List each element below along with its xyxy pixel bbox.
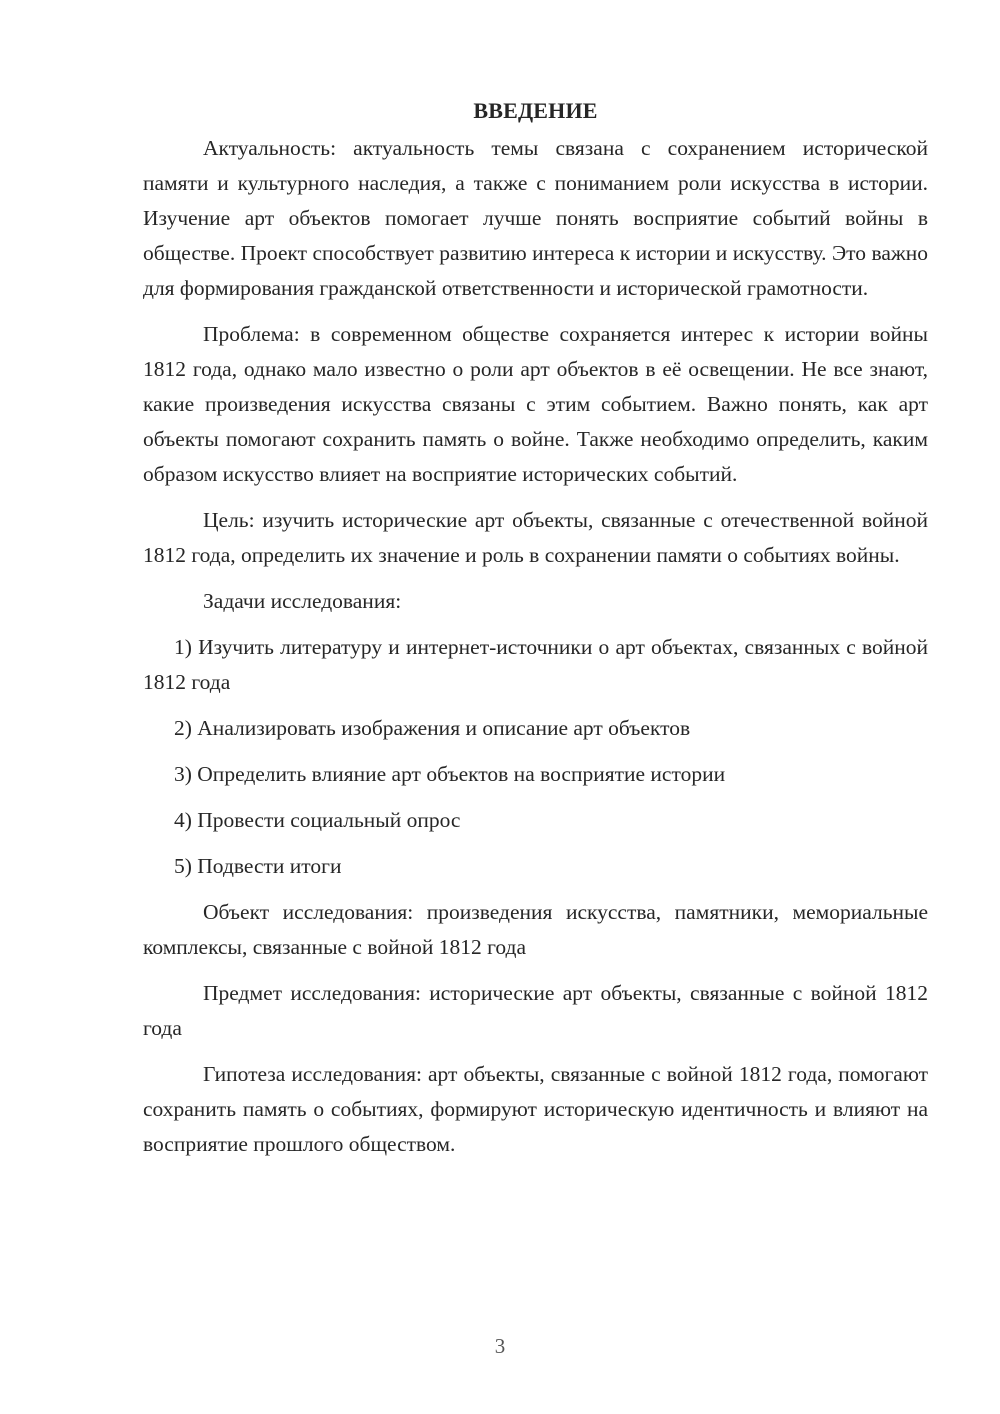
problem-paragraph: Проблема: в современном обществе сохраняется интерес к истории войны 1812 года, однако мало известно о роли арт объектов в её освещении. Не все знают, какие произведения искусства связаны с этим событием. Важно понять, как арт объекты помогают сохранить память о войне. Также необходимо определить, каким образом искусство влияет на восприятие исторических событий.: [143, 322, 928, 486]
document-page: [143, 95, 928, 1162]
hypothesis-paragraph: Гипотеза исследования: арт объекты, связанные с войной 1812 года, помогают сохранить память о событиях, формируют историческую идентичность и влияют на восприятие прошлого обществом.: [143, 1062, 928, 1156]
relevance-paragraph: Актуальность: актуальность темы связана с сохранением исторической памяти и культурного наследия, а также с пониманием роли искусства в истории. Изучение арт объектов помогает лучше понять восприятие событий войны в обществе. Проект способствует развитию интереса к истории и искусству. Это важно для формирования гражданской ответственности и исторической грамотности.: [143, 136, 928, 300]
object-paragraph: Объект исследования: произведения искусства, памятники, мемориальные комплексы, связанные с войной 1812 года: [143, 900, 928, 959]
subject-paragraph: Предмет исследования: исторические арт объекты, связанные с войной 1812 года: [143, 981, 928, 1040]
task-item-4: 4) Провести социальный опрос: [174, 808, 461, 832]
tasks-title: Задачи исследования:: [203, 589, 402, 613]
goal-paragraph: Цель: изучить исторические арт объекты, связанные с отечественной войной 1812 года, определить их значение и роль в сохранении памяти о событиях войны.: [143, 508, 928, 567]
section-heading: ВВЕДЕНИЕ: [473, 98, 598, 123]
task-item-3: 3) Определить влияние арт объектов на восприятие истории: [174, 762, 726, 786]
page-number: 3: [494, 1334, 506, 1358]
task-item-1: 1) Изучить литературу и интернет-источники о арт объектах, связанных с войной 1812 года: [143, 635, 928, 694]
task-item-2: 2) Анализировать изображения и описание арт объектов: [174, 716, 691, 740]
task-item-5: 5) Подвести итоги: [174, 854, 342, 878]
